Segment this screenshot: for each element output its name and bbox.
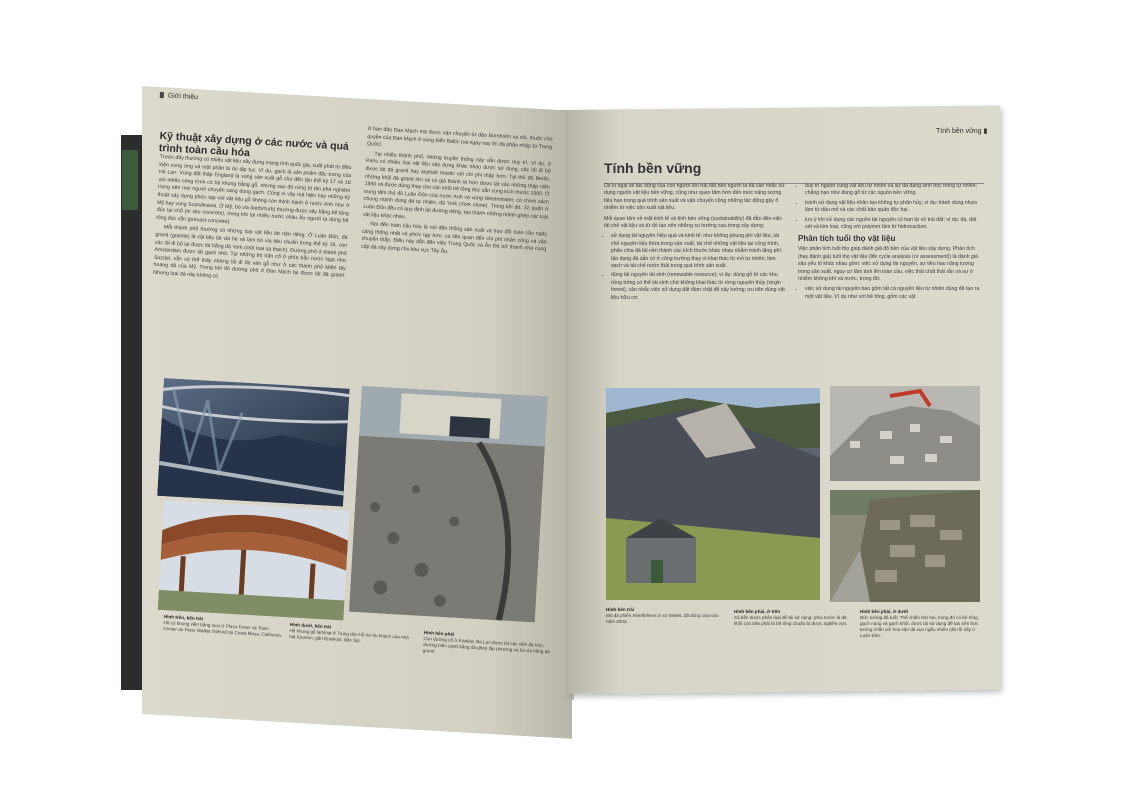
caption-rubble (734, 609, 852, 627)
left-page-heading: Kỹ thuật xây dựng ở các nước và quá trình toàn cầu hóa (158, 130, 350, 160)
paragraph: Tại nhiều thành phố, những truyền thống này vẫn được duy trì. Ví dụ, ở Paris có nhiều loại vật liệu xây dựng khác nhau được sử dụng, các lối đi bộ được lát đá granit hay asphalt mastic với chi phí thấp hơn. Tại thủ đô Berlin, những khối đá granit lớn và có giá thành rẻ hơn được lát vào những thập niên 1950 và được dùng thay cho các khối bê tông đúc sẵn cùng kích thước 1960. Ở trung tâm thủ đô Luân Đôn của nước Anh và vùng Westminster, có chính sách chung mạnh dùng đá tự nhiên, đá York (York stone). Trong khi đó, 32 quận ở Luân Đôn đều có quy định lát đường riêng, tạo thành những mảnh ghép các loại vật liệu khác nhau. (362, 151, 552, 221)
subheading: Phân tích tuổi thọ vật liệu (798, 234, 896, 244)
caption-title: Hình bên phải (423, 630, 455, 637)
left-header-label: Giới thiệu (167, 92, 199, 102)
paragraph: Mối quan tâm về mặt kinh tế và tính bền vững (sustainability) đã dẫn đến việc tái chế vật liệu và từ đó tạo nên những xu hướng sau trong xây dựng: (604, 215, 783, 230)
caption-text: Mỏ đá phiến Aberllefenni ở xứ Wales, đã đóng cửa vào năm 2003. (606, 613, 719, 624)
caption-text: Con đường cổ ở Kraków, Ba Lan được lát các viên đá tròn, đường biên cạnh bằng đá ghép lập phương và bó vỉa bằng đá granit. (422, 635, 550, 655)
bullet-list (798, 183, 980, 231)
left-column-1 (153, 154, 352, 290)
left-column-2 (361, 126, 553, 264)
photo-stone-wall (830, 490, 980, 602)
photo-timber-frame (158, 500, 350, 621)
caption-title: Hình bên trái (606, 607, 635, 612)
paragraph: Mỗi thành phố thường có những loại vật liệu lát nền riêng. Ở Luân Đôn, đá granit (granite) là vật liệu lát vỉa hè và làm bó vỉa tiêu chuẩn trong thế kỷ 19, còn các lối đi bộ lại được lát bằng đá York (một loại sa thạch). Đường phố ở thành phố Amsterdam được lát gạch nhỏ. Tại những thị trấn cổ ở phía bắc nước Nga như Suzdal, vẫn có thể thấy những lối đi lát ván gỗ như ở các thành phố Miền tây hoang dã của Mỹ. Trong khi đó đường phố ở Đan Mạch lại được lát đá granit. Nhưng loại đá này không có (152, 224, 348, 280)
list-item: • lưu ý khi sử dụng các nguồn tài nguyên có hạn từ vỏ trái đất; ví dụ: đá, đất sét và kim loại, cũng với polymer làm từ hidrocacbon. (805, 217, 980, 232)
right-column-1 (604, 183, 786, 304)
caption-text: Xà bền được phân loại để tái sử dụng: phía trước là đá khối còn bên phải là bê tông chuẩn bị được nghiền vụn. (734, 615, 848, 626)
header-marker-icon (160, 92, 164, 98)
caption-wall (860, 609, 980, 639)
paragraph: Nói đến toàn cầu hóa là nói đến thống sản xuất và trao đổi toàn cầu ngày càng thống nhất và phức tạp hơn, có liên quan đến chi phí nhân công và vận chuyển thấp. Điều này dẫn đến việc Trung Quốc và Ấn Độ trở thành nhà cung cấp đá xây dựng cho khu vực Tây Âu. (360, 221, 548, 255)
list-item: • dùng tài nguyên tái sinh (renewable resource); ví dụ: dùng gỗ từ các khu rừng trồng có thể tái sinh chứ không khai thác từ rừng nguyên thủy (virgin forest), cân nhắc việc sử dụng đất đầm chặt để xây tường; ưu tiên dùng vật liệu hữu cơ. (611, 272, 786, 302)
photo-cobblestone-road (349, 386, 548, 622)
right-header-label: Tính bền vững (936, 128, 982, 135)
right-column-2 (798, 183, 980, 303)
caption-text: Hồ cỏ khung viền bằng inox ở Plaza Tower và Town Center do Peter Walker thiết kế tại Costa Mesa, California. (163, 619, 283, 638)
caption-title: Hình trên, bên trái (163, 614, 204, 622)
photo-rubble-pile (830, 386, 980, 481)
caption-quarry (606, 607, 724, 625)
caption-title: Hình bên phải, ở trên (734, 609, 781, 614)
paragraph: ở bán đảo Đan Mạch mà được vận chuyển từ đảo Bornholm xa xôi, thuộc chủ quyền của Đan Mạch ở vùng biển Baltic (và ngày nay thì đá phần nhập từ Trung Quốc). (366, 126, 553, 151)
book-back-cover (121, 135, 143, 690)
paragraph: Trước đây thường có nhiều vật liệu xây dựng mang tính quốc gia, xuất phát từ điều kiện cung ứng và một phần là do tập tục. Ví dụ, gạch là sản phẩm đặc trưng của Hà Lan. Vùng đất thấp England là vùng sản xuất gỗ cho đến tận thế kỷ 17 và 18 với nhiều công trình có hệ khung bằng gỗ, nhưng sau đó rừng bị tàn phá nghiêm trọng nên mọi người chuyển sang dùng gạch. Cũng vì vậy mà hiện nay những kỹ thuật xây dựng phức tạp với vật liệu gỗ không còn thịnh hành ở nước Anh như ở Mỹ hay vùng Scandinavia. Ở Mỹ, bó vỉa (kerb/curb) thường được xây bằng bê tông đúc tại chỗ (in situ concrete), trong khi tại nhiều nước châu Âu người ta dùng bê tông đúc sẵn (precast concrete). (156, 154, 352, 225)
cover-green-band (122, 150, 138, 210)
photo-reflecting-pool (157, 378, 349, 507)
list-item: • duy trì nguồn cung vật liệu tự nhiên và sự đa dạng sinh học trong tự nhiên; chẳng hạn như dùng gỗ từ các nguồn bền vững. (805, 183, 980, 198)
bullet-list (798, 286, 980, 301)
right-page-title: Tính bền vững (604, 160, 702, 176)
list-item: • tránh sử dụng vật liệu nhân tạo không tự phân hủy; ví dụ: tránh dùng nhựa làm từ dầu mỏ và các chất bảo quản độc hại. (805, 200, 980, 215)
photo-slate-quarry (606, 388, 820, 600)
caption-title: Hình dưới, bên trái (289, 622, 332, 630)
list-item: • sử dụng tài nguyên hiệu quả và kinh tế; như không phung phí vật liệu, tái chế nguyên liệu thừa trong sản xuất, tái chế những vật liệu tại công trình, phân chia đá lát nền thành các kích thước khác nhau nhằm tránh lãng phí; tận dụng đá sẵn có ở công trường thay vì khai thác từ mỏ tự nhiên; làm sạch và tái chế nước thải trong quá trình sản xuất. (611, 233, 786, 270)
paragraph: Việc phân tích tuổi thọ giúp đánh giá độ bền của vật liệu xây dựng. Phân tích (hay đánh giá) tuổi thọ vật liệu (life cycle analysis (or assessment)) là đánh giá sâu yếu tố khác nhau gồm: việc sử dụng tài nguyên, sự tiêu hao năng lượng trong sản xuất, nguy cơ lâm ảnh lên toàn cầu, việc thải chất thải rắn và sự ô nhiễm không khí và nước, trong đó: (798, 246, 978, 283)
list-item: • việc sử dụng tài nguyên bao gồm tất cả nguyên liệu tự nhiên dùng để tạo ra một vật liệu. Ví dụ như với bê tông, gồm các vật (805, 286, 980, 301)
header-marker-icon: ▮ (983, 128, 988, 135)
caption-title: Hình bên phải, ở dưới (860, 609, 909, 614)
bullet-list (604, 233, 786, 302)
caption-text: Hệ khung gỗ laminat ở Trung tâm hỗ trợ du khách của nhà hát Kourion, gần Episkopi, đảo Síp. (289, 627, 409, 644)
caption-text: Bức tường đá tuốc Thế chiến thứ hai, trong đó có bê tông, gạch nung và gạch khối, được tái sử dụng để tạo nên bức tường chắn với hoa văn đá vụn ngẫu nhiên (đá rối nấy ở Luân Đôn. (860, 615, 979, 638)
right-page-header (936, 127, 987, 135)
paragraph: Do lo ngại về tác động của con người lên trái đất nên người ta đã cân nhắc sử dụng nguồn vật liệu bền vững, cũng như quan tâm hơn đến mức năng lượng tiêu hao trong quá trình sản xuất và vận chuyển cũng những tác động gây ô nhiễm từ việc sản xuất vật liệu. (604, 183, 785, 212)
